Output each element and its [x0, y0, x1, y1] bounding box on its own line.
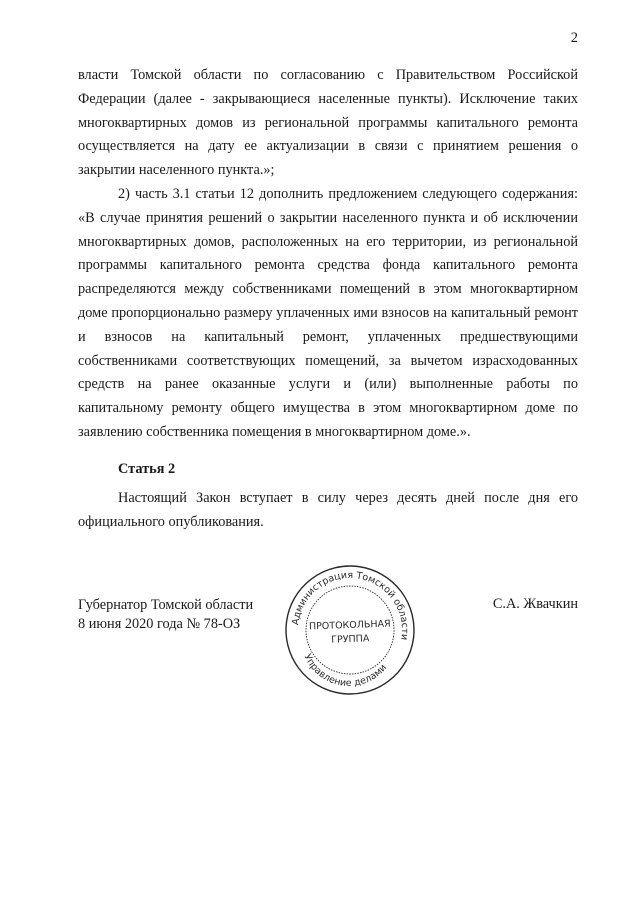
- paragraph-2: 2) часть 3.1 статьи 12 дополнить предложением следующего содержания: «В случае принятия решений о закрытии населенного пункта и об исключении многоквартирных домов, расположенных на его территории, из региональной программы капитального ремонта средства фонда капитального ремонта распределяются между собственниками помещений в этом многоквартирном доме пропорционально размеру уплаченных ими взносов на капитальный ремонт и взносов на капитальный ремонт, уплаченных предшествующими собственниками соответствующих помещений, за вычетом израсходованных средств на ранее оказанные услуги и (или) выполненные работы по капитальному ремонту общего имущества в этом многоквартирном доме по заявлению собственника помещения в многоквартирном доме.».: [78, 185, 578, 440]
- stamp-outer-top-text: Администрация Томской области: [290, 569, 411, 641]
- stamp-center-line-2: ГРУППА: [331, 633, 370, 646]
- paragraph-1: власти Томской области по согласованию с Правительством Российской Федерации (далее - закрывающиеся населенные пункты). Исключение таких многоквартирных домов из региональной программы капитального ремонта осуществляется на дату ее актуализации в связи с принятием решения о закрытии населенного пункта.»;: [78, 67, 578, 179]
- page-number: 2: [570, 30, 578, 46]
- article-2-title: Статья 2: [118, 461, 176, 477]
- signatory-name: С.А. Жвачкин: [492, 596, 578, 612]
- governor-title: Губернатор Томской области: [78, 597, 254, 613]
- stamp-center-line-1: ПРОТОКОЛЬНАЯ: [308, 618, 391, 633]
- official-stamp: [280, 560, 420, 700]
- stamp-outer-bottom-text: Управление делами: [301, 652, 390, 689]
- law-date-number: 8 июня 2020 года № 78-ОЗ: [78, 616, 241, 632]
- article-2-text: Настоящий Закон вступает в силу через десять дней после дня его официального опубликования.: [78, 490, 578, 530]
- law-text-continuation: [78, 64, 578, 445]
- signature-block-left: [78, 596, 253, 634]
